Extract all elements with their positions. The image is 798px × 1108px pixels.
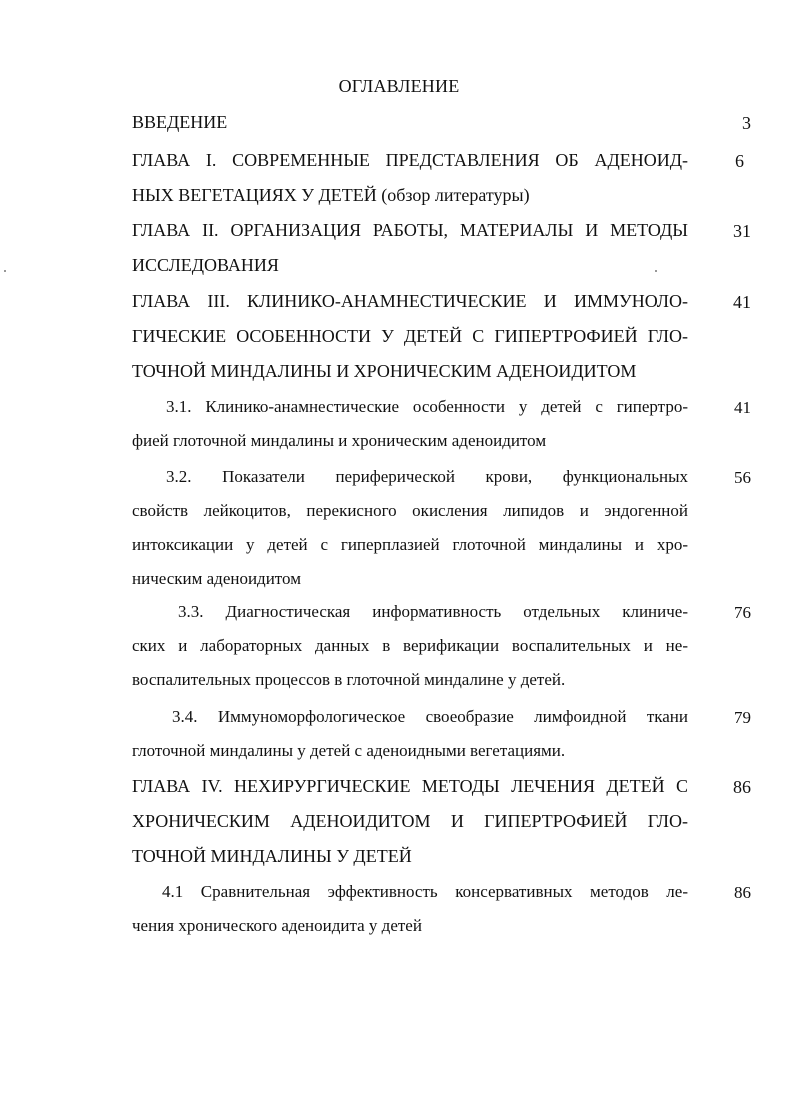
- scan-artifact: [4, 270, 6, 272]
- toc-line: ских и лабораторных данных в верификации воспалительных и не-: [132, 636, 688, 655]
- toc-entry-text: [132, 143, 688, 213]
- scan-artifact: [655, 270, 657, 272]
- toc-line: ГЛАВА IV. НЕХИРУРГИЧЕСКИЕ МЕТОДЫ ЛЕЧЕНИЯ ДЕТЕЙ С: [132, 776, 688, 796]
- toc-entry-text: [132, 284, 688, 389]
- toc-entry-text: [132, 105, 688, 140]
- toc-page-number: 3: [742, 113, 751, 133]
- toc-line: 3.4. Иммуноморфологическое своеобразие лимфоидной ткани: [172, 707, 688, 726]
- toc-page-number: 76: [734, 603, 751, 622]
- toc-entry-text: [132, 460, 688, 596]
- toc-line: 4.1 Сравнительная эффективность консервативных методов ле-: [162, 882, 688, 901]
- toc-line: ХРОНИЧЕСКИМ АДЕНОИДИТОМ И ГИПЕРТРОФИЕЙ ГЛО-: [132, 811, 688, 831]
- toc-line: интоксикации у детей с гиперплазией глоточной миндалины и хро-: [132, 535, 688, 554]
- toc-line: ИССЛЕДОВАНИЯ: [132, 255, 279, 275]
- toc-line: ТОЧНОЙ МИНДАЛИНЫ И ХРОНИЧЕСКИМ АДЕНОИДИТОМ: [132, 361, 637, 381]
- toc-page-number: 86: [734, 883, 751, 902]
- toc-line: ТОЧНОЙ МИНДАЛИНЫ У ДЕТЕЙ: [132, 846, 412, 866]
- toc-page-number: 6: [735, 151, 744, 171]
- toc-line: ГЛАВА II. ОРГАНИЗАЦИЯ РАБОТЫ, МАТЕРИАЛЫ И МЕТОДЫ: [132, 220, 688, 240]
- toc-entry-text: [132, 595, 688, 697]
- toc-page-number: 56: [734, 468, 751, 487]
- toc-line: 3.3. Диагностическая информативность отдельных клиниче-: [178, 602, 688, 621]
- toc-line: 3.1. Клинико-анамнестические особенности у детей с гипертро-: [166, 397, 688, 416]
- toc-line: ВВЕДЕНИЕ: [132, 112, 228, 132]
- toc-line: ническим аденоидитом: [132, 569, 301, 588]
- toc-page-number: 79: [734, 708, 751, 727]
- toc-entry-text: [132, 769, 688, 874]
- toc-entry-text: [132, 700, 688, 768]
- toc-line: ГЛАВА III. КЛИНИКО-АНАМНЕСТИЧЕСКИЕ И ИММУНОЛО-: [132, 291, 688, 311]
- toc-line: НЫХ ВЕГЕТАЦИЯХ У ДЕТЕЙ (обзор литературы): [132, 185, 530, 205]
- page-title: ОГЛАВЛЕНИЕ: [338, 76, 460, 96]
- toc-entry-text: [132, 875, 688, 943]
- toc-line: воспалительных процессов в глоточной миндалине у детей.: [132, 670, 566, 689]
- toc-line: чения хронического аденоидита у детей: [132, 916, 422, 935]
- toc-line: ГЛАВА I. СОВРЕМЕННЫЕ ПРЕДСТАВЛЕНИЯ ОБ АДЕНОИД-: [132, 150, 688, 170]
- toc-entry-text: [132, 390, 688, 458]
- toc-line: 3.2. Показатели периферической крови, функциональных: [166, 467, 688, 486]
- toc-page-number: 31: [733, 221, 751, 241]
- toc-line: фией глоточной миндалины и хроническим аденоидитом: [132, 431, 547, 450]
- toc-page-number: 41: [733, 292, 751, 312]
- toc-entry-text: [132, 213, 688, 283]
- toc-line: глоточной миндалины у детей с аденоидными вегетациями.: [132, 741, 566, 760]
- toc-page-number: 41: [734, 398, 751, 417]
- toc-page-number: 86: [733, 777, 751, 797]
- toc-line: свойств лейкоцитов, перекисного окисления липидов и эндогенной: [132, 501, 688, 520]
- toc-line: ГИЧЕСКИЕ ОСОБЕННОСТИ У ДЕТЕЙ С ГИПЕРТРОФИЕЙ ГЛО-: [132, 326, 688, 346]
